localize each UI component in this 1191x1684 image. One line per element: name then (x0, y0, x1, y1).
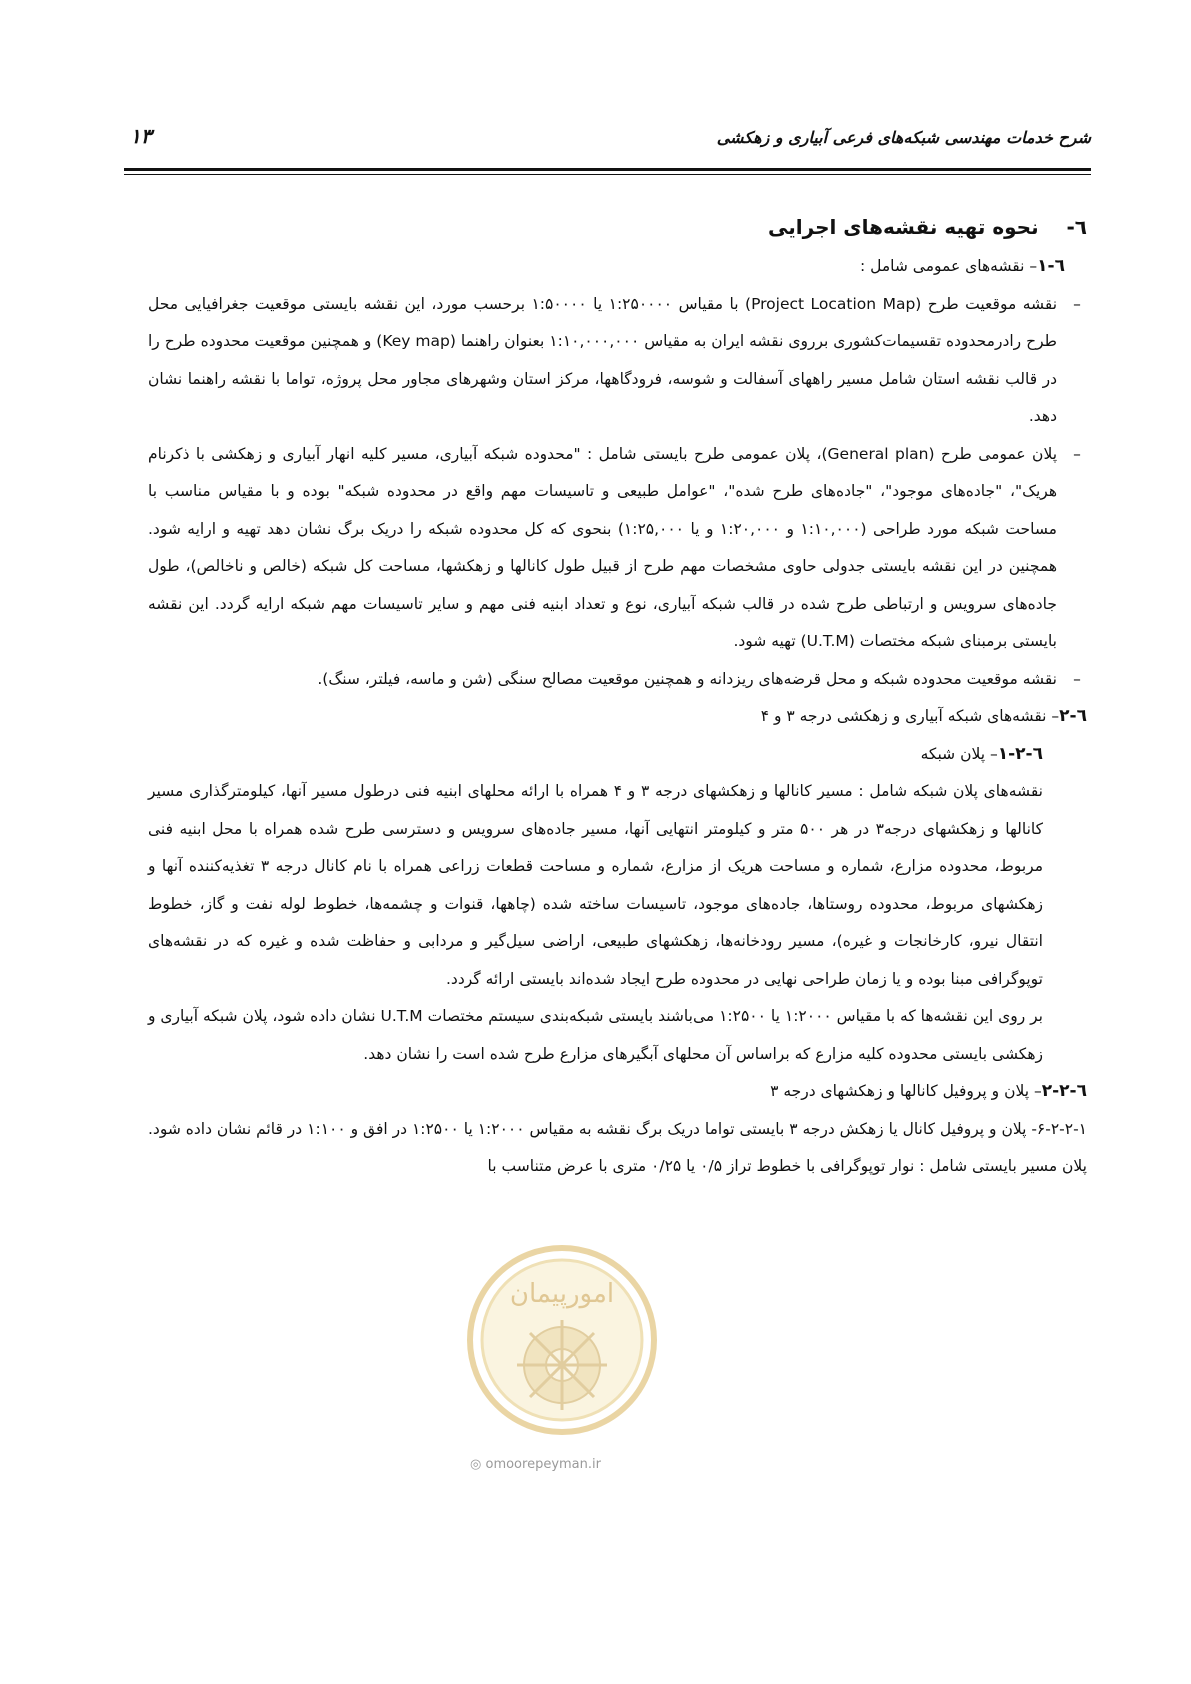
subsection-heading-6-2 (148, 698, 1087, 736)
bullet-item-location-map (148, 286, 1087, 436)
section-title: نحوه تهیه نقشه‌های اجرایی (768, 215, 1039, 239)
section-number: ٦- (1066, 215, 1087, 239)
bullet-text: نقشه موقعیت محدوده شبکه و محل قرضه‌های ریزدانه و همچنین موقعیت مصالح سنگی (شن و ماسه، فیلتر، سنگ). (317, 669, 1057, 688)
subsection-heading-6-1 (148, 248, 1087, 286)
subsection-title: – نقشه‌های شبکه آبیاری و زهکشی درجه ۳ و ۴ (760, 707, 1060, 725)
section-heading (148, 212, 1087, 242)
watermark-logo-text: امورپیمان (509, 1279, 615, 1309)
paragraph-plan-profile: ۶-۲-۲-۱- پلان و پروفیل کانال یا زهکش درجه ۳ بایستی تواما دریک برگ نقشه به مقیاس ۱:۲۰۰۰ یا ۱:۲۵۰۰ در افق و ۱:۱۰۰ در قائم نشان داده شود. پلان مسیر بایستی شامل : نوار توپوگرافی با خطوط تراز ۰/۵ یا ۰/۲۵ متری با عرض متناسب با (148, 1119, 1088, 1175)
subsection-heading-6-2-1 (148, 736, 1087, 774)
subsection-heading-6-2-2 (148, 1073, 1087, 1111)
watermark-logo (462, 1240, 662, 1450)
subsection-number: ٦-٢-٢ (1041, 1081, 1087, 1101)
bullet-dash: – (1073, 444, 1081, 463)
bullet-item-general-plan (148, 436, 1087, 661)
paragraph-utm-grid: بر روی این نقشه‌ها که با مقیاس ۱:۲۰۰۰ یا ۱:۲۵۰۰ می‌باشند بایستی شبکه‌بندی سیستم مختصات U.T.M نشان داده شود، پلان شبکه آبیاری و زهکشی بایستی محدوده کلیه مزارع که براساس آن محلهای آبگیرهای مزارع طرح شده است را نشان دهد. (148, 1007, 1043, 1063)
page-header (130, 118, 1091, 158)
bullet-text: پلان عمومی طرح (General plan)، پلان عمومی طرح بایستی شامل : "محدوده شبکه آبیاری، مسیر کلیه انهار آبیاری و زهکشی با ذکرنام هریک"، "جاده‌های موجود"، "جاده‌های طرح شده"، "عوامل طبیعی و تاسیسات مهم واقع در محدوده شبکه" بوده و با مقیاس مناسب با مساحت شبکه مورد طراحی (۱:۱۰,۰۰۰ و ۱:۲۰,۰۰۰ و یا ۱:۲۵,۰۰۰) بنحوی که کل محدوده شبکه را دریک برگ نشان دهد تهیه و ارایه شود. همچنین در این نقشه بایستی جدولی حاوی مشخصات مهم طرح از قبیل طول کانالها و زهکشها، مساحت کل شبکه (خالص و ناخالص)، طول جاده‌های سرویس و ارتباطی طرح شده در قالب شبکه آبیاری، نوع و تعداد ابنیه فنی مهم و سایر تاسیسات مهم شبکه ارایه گردد. این نقشه بایستی برمبنای شبکه مختصات (U.T.M) تهیه شود. (148, 444, 1058, 650)
page-content (148, 212, 1087, 1186)
subsection-number: ٦-١ (1037, 256, 1065, 276)
bullet-dash: – (1073, 294, 1081, 313)
subsection-number: ٦-٢-١ (997, 743, 1043, 764)
bullet-dash: – (1073, 669, 1081, 688)
bullet-text: نقشه موقعیت طرح (Project Location Map) با مقیاس ۱:۲۵۰۰۰۰ یا ۱:۵۰۰۰۰ برحسب مورد، این نقشه بایستی موقعیت جغرافیایی محل طرح رادرمحدوده تقسیمات‌کشوری برروی نقشه ایران به مقیاس ۱:۱۰,۰۰۰,۰۰۰ بعنوان راهنما (Key map) و همچنین موقعیت محدوده طرح را در قالب نقشه استان شامل مسیر راههای آسفالت و شوسه، فرودگاهها، مرکز استان وشهرهای مجاور محل پروژه، تواما با نقشه راهنما نشان دهد. (148, 294, 1058, 425)
subsection-title: – نقشه‌های عمومی شامل : (859, 257, 1038, 275)
header-rule-thick (124, 168, 1091, 171)
bullet-item-borrow-areas (148, 661, 1087, 699)
subsection-title: – پلان و پروفیل کانالها و زهکشهای درجه ۳ (770, 1082, 1042, 1100)
watermark-site-text: omoorepeyman.ir (485, 1457, 601, 1472)
subsection-title: – پلان شبکه (920, 744, 998, 763)
page-number: ۱۳ (130, 124, 152, 148)
paragraph-network-plan: نقشه‌های پلان شبکه شامل : مسیر کانالها و زهکشهای درجه ۳ و ۴ همراه با ارائه محلهای ابنیه فنی درطول مسیر آنها، کیلومترگذاری مسیر کانالها و زهکشهای درجه۳ در هر ۵۰۰ متر و کیلومتر انتهایی آنها، مسیر جاده‌های سرویس و دسترسی طرح شده همراه با محل ابنیه فنی مربوط، محدوده مزارع، شماره و مساحت هریک از مزارع، شماره و مساحت قطعات زراعی همراه با نام کانال درجه ۳ تغذیه‌کننده آنها و زهکشهای مربوط، محدوده روستاها، جاده‌های موجود، تاسیسات ساخته شده (چاهها، قنوات و چشمه‌ها، خطوط لوله نفت و گاز، خطوط انتقال نیرو، کارخانجات و غیره)، مسیر رودخانه‌ها، زهکشهای طبیعی، اراضی سیل‌گیر و مردابی و حفاظت شده و غیره که در نقشه‌های توپوگرافی مبنا بوده و یا زمان طراحی نهایی در محدوده طرح ایجاد شده‌اند بایستی ارائه گردد. (148, 782, 1044, 988)
header-rule-thin (124, 174, 1091, 175)
watermark-site: ◎ omoorepeyman.ir (470, 1457, 601, 1472)
subsection-number: ٦-٢ (1059, 706, 1087, 726)
running-title: شرح خدمات مهندسی شبکه‌های فرعی آبیاری و زهکشی (716, 128, 1091, 147)
